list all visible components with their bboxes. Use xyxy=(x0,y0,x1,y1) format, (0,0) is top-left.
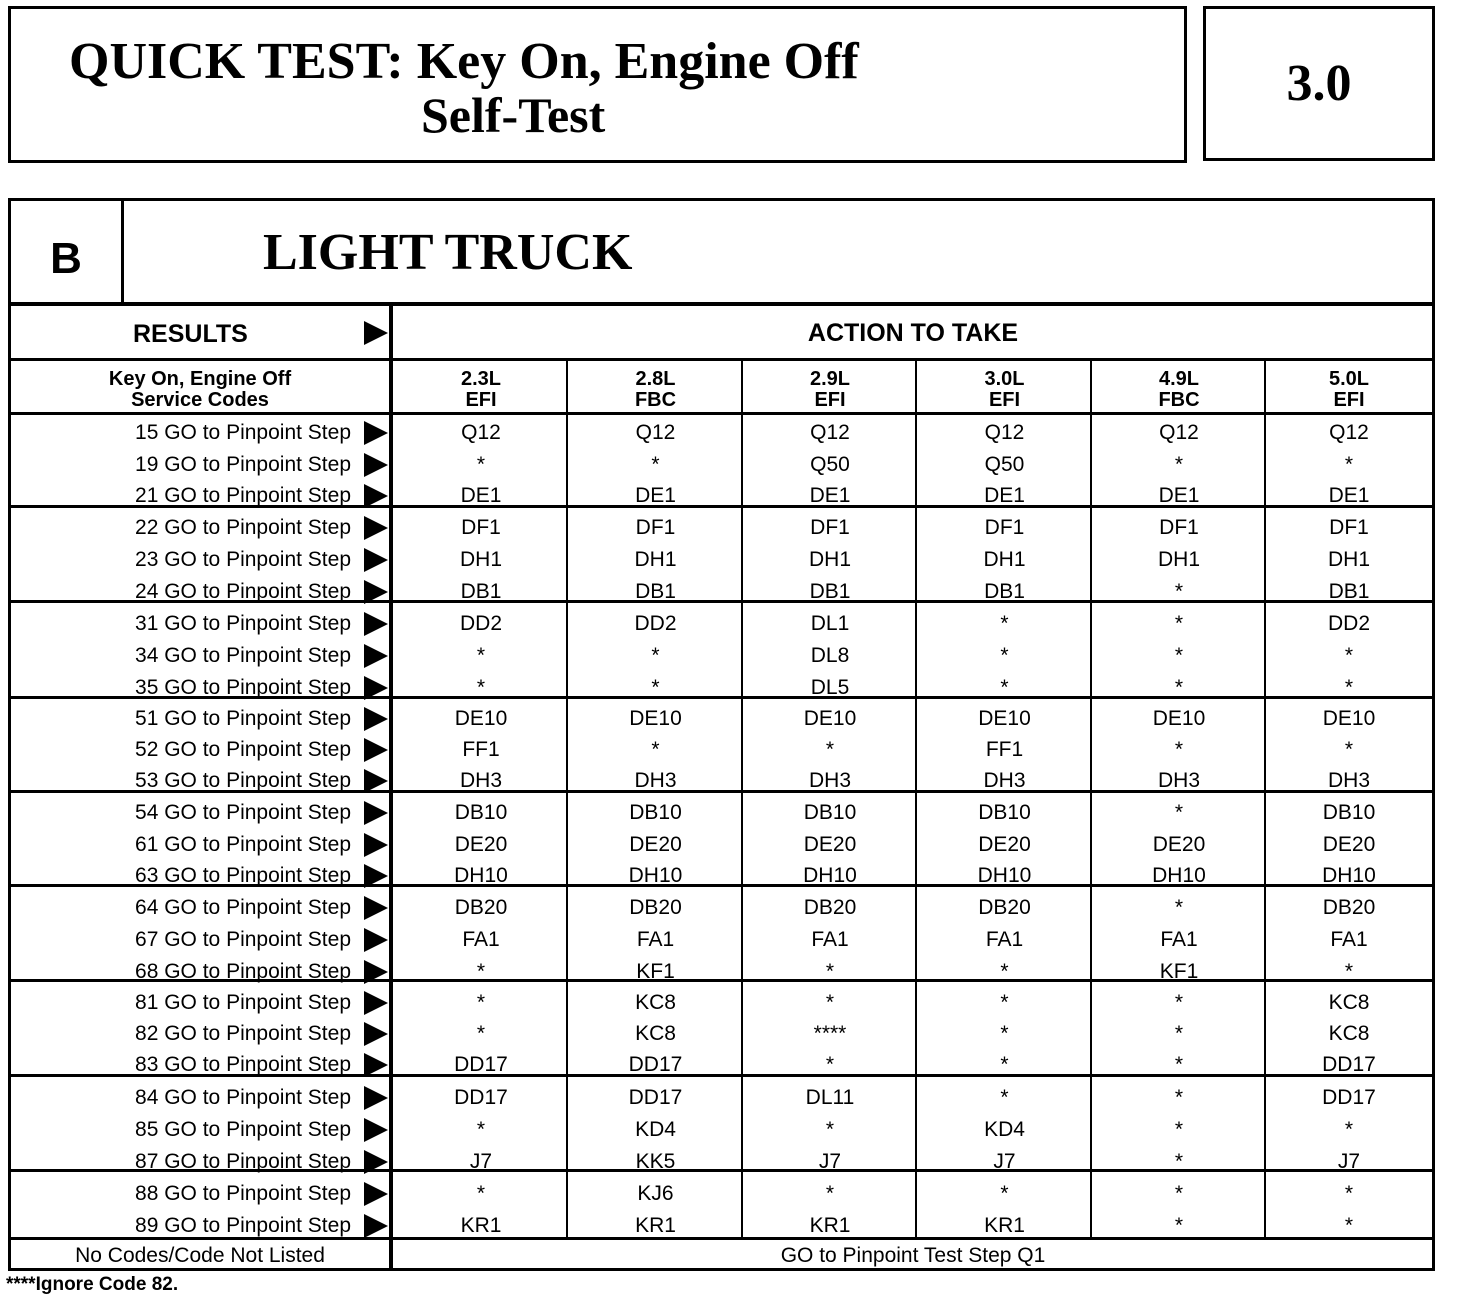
action-cell: Q12 xyxy=(1329,421,1369,444)
row-arrow-icon xyxy=(364,991,388,1015)
action-cell: DB1 xyxy=(635,580,676,603)
row-arrow-icon xyxy=(364,453,388,477)
service-codes-header xyxy=(11,365,389,415)
results-label: RESULTS xyxy=(133,320,248,348)
service-codes-header-line1: Key On, Engine Off xyxy=(108,368,292,390)
action-cell: * xyxy=(1174,1086,1184,1109)
action-cell: DD17 xyxy=(628,1053,683,1076)
action-cell: DF1 xyxy=(461,516,501,539)
action-cell: DH3 xyxy=(1157,769,1200,792)
page-title: QUICK TEST: Key On, Engine Off xyxy=(69,33,859,90)
action-cell: DF1 xyxy=(984,516,1025,539)
action-cell: * xyxy=(1344,453,1354,476)
action-cell: DL1 xyxy=(810,612,850,635)
row-arrow-icon xyxy=(364,896,388,920)
action-cell: DH10 xyxy=(1322,864,1376,887)
action-cell: * xyxy=(1000,1086,1009,1109)
row-arrow-icon xyxy=(364,676,388,700)
service-code-label: 85 GO to Pinpoint Step xyxy=(135,1118,351,1141)
action-cell: KR1 xyxy=(460,1214,502,1237)
engine-size: 2.9L xyxy=(809,368,851,390)
action-cell: FF1 xyxy=(462,738,500,761)
action-cell: DE20 xyxy=(629,833,682,856)
action-cell: Q12 xyxy=(635,421,676,444)
service-code-label: 23 GO to Pinpoint Step xyxy=(135,548,351,571)
service-code-label: 19 GO to Pinpoint Step xyxy=(135,453,351,476)
row-arrow-icon xyxy=(364,1182,388,1206)
action-cell: DF1 xyxy=(1329,516,1369,539)
service-code-label: 68 GO to Pinpoint Step xyxy=(135,960,351,983)
action-cell: * xyxy=(1174,612,1184,635)
engine-type: FBC xyxy=(1158,389,1200,411)
action-cell: FA1 xyxy=(1330,928,1368,951)
row-arrow-icon xyxy=(364,738,388,762)
action-cell: DB10 xyxy=(629,801,682,824)
action-cell: DH10 xyxy=(628,864,683,887)
action-cell: * xyxy=(1000,991,1009,1014)
engine-size: 2.3L xyxy=(460,368,502,390)
service-code-label: 64 GO to Pinpoint Step xyxy=(135,896,351,919)
row-arrow-icon xyxy=(364,769,388,793)
row-divider xyxy=(11,358,1432,361)
action-cell: FA1 xyxy=(636,928,675,951)
action-cell: KF1 xyxy=(1159,960,1199,983)
action-cell: Q12 xyxy=(1159,421,1199,444)
engine-type: EFI xyxy=(1333,389,1365,411)
action-cell: * xyxy=(651,676,660,699)
action-cell: * xyxy=(1174,453,1184,476)
engine-size: 2.8L xyxy=(635,368,676,390)
action-cell: DH10 xyxy=(454,864,508,887)
action-cell: Q12 xyxy=(984,421,1025,444)
row-arrow-icon xyxy=(364,644,388,668)
action-cell: * xyxy=(651,453,660,476)
action-cell: * xyxy=(1174,1150,1184,1173)
row-arrow-icon xyxy=(364,833,388,857)
action-cell: * xyxy=(476,644,486,667)
action-cell: DH1 xyxy=(808,548,851,571)
step-letter: B xyxy=(11,201,124,304)
service-codes-header-line2: Service Codes xyxy=(131,389,269,411)
action-cell: DH1 xyxy=(634,548,677,571)
row-arrow-icon xyxy=(364,1022,388,1046)
action-cell: * xyxy=(1000,612,1009,635)
action-cell: DE10 xyxy=(454,707,508,730)
action-cell: DL5 xyxy=(810,676,850,699)
engine-size: 5.0L xyxy=(1328,368,1370,390)
engine-header xyxy=(1092,365,1266,415)
service-code-label: 52 GO to Pinpoint Step xyxy=(135,738,351,761)
action-cell: J7 xyxy=(993,1150,1016,1173)
service-code-label: 21 GO to Pinpoint Step xyxy=(135,484,351,507)
action-cell: Q50 xyxy=(984,453,1025,476)
row-arrow-icon xyxy=(364,484,388,508)
row-arrow-icon xyxy=(364,1150,388,1174)
engine-size: 4.9L xyxy=(1158,368,1200,390)
engine-type: EFI xyxy=(988,389,1021,411)
action-cell: KR1 xyxy=(635,1214,676,1237)
action-cell: DD17 xyxy=(1322,1086,1376,1109)
action-cell: DE10 xyxy=(978,707,1031,730)
action-cell: DH10 xyxy=(1152,864,1206,887)
row-arrow-icon xyxy=(364,864,388,888)
action-cell: Q12 xyxy=(810,421,850,444)
action-cell: DE20 xyxy=(454,833,508,856)
action-cell: DB10 xyxy=(1322,801,1376,824)
action-cell: DD17 xyxy=(454,1053,508,1076)
row-arrow-icon xyxy=(364,421,388,445)
action-cell: DL11 xyxy=(805,1086,855,1109)
action-cell: DD17 xyxy=(628,1086,683,1109)
action-cell: DH1 xyxy=(1157,548,1200,571)
action-cell: DH1 xyxy=(983,548,1026,571)
action-cell: DB1 xyxy=(809,580,851,603)
action-cell: * xyxy=(1174,676,1184,699)
page-subtitle: Self-Test xyxy=(421,87,606,143)
service-code-label: 83 GO to Pinpoint Step xyxy=(135,1053,351,1076)
action-cell: DE1 xyxy=(984,484,1025,507)
action-cell: DE10 xyxy=(1152,707,1206,730)
action-cell: FA1 xyxy=(1160,928,1198,951)
action-cell: KC8 xyxy=(635,1022,676,1045)
action-cell: * xyxy=(825,738,835,761)
service-code-label: 53 GO to Pinpoint Step xyxy=(135,769,351,792)
action-cell: Q50 xyxy=(810,453,850,476)
row-arrow-icon xyxy=(364,801,388,825)
action-cell: KD4 xyxy=(635,1118,676,1141)
row-arrow-icon xyxy=(364,1214,388,1238)
service-code-label: 22 GO to Pinpoint Step xyxy=(135,516,351,539)
action-cell: * xyxy=(1344,1214,1354,1237)
row-arrow-icon xyxy=(364,1086,388,1110)
title-box xyxy=(8,6,1187,163)
row-arrow-icon xyxy=(364,548,388,572)
engine-type: EFI xyxy=(814,389,846,411)
engine-header xyxy=(394,365,568,415)
action-cell: KC8 xyxy=(1328,991,1370,1014)
action-cell: KD4 xyxy=(984,1118,1025,1141)
action-cell: DH3 xyxy=(459,769,502,792)
row-arrow-icon xyxy=(364,928,388,952)
service-code-label: 61 GO to Pinpoint Step xyxy=(135,833,351,856)
action-cell: * xyxy=(825,991,835,1014)
action-cell: * xyxy=(1174,738,1184,761)
action-cell: DE10 xyxy=(803,707,857,730)
action-cell: Q12 xyxy=(461,421,501,444)
action-cell: DB1 xyxy=(1328,580,1370,603)
action-cell: * xyxy=(476,1022,486,1045)
no-codes-label: No Codes/Code Not Listed xyxy=(75,1244,325,1267)
engine-size: 3.0L xyxy=(984,368,1025,390)
row-divider xyxy=(11,302,1432,306)
action-cell: DE20 xyxy=(1322,833,1376,856)
action-cell: * xyxy=(1344,1118,1354,1141)
row-arrow-icon xyxy=(364,960,388,984)
action-cell: KJ6 xyxy=(637,1182,674,1205)
action-cell: * xyxy=(1000,1022,1009,1045)
action-cell: * xyxy=(476,1118,486,1141)
action-cell: DB20 xyxy=(1322,896,1376,919)
service-code-label: 84 GO to Pinpoint Step xyxy=(135,1086,351,1109)
row-arrow-icon xyxy=(364,516,388,540)
service-code-label: 15 GO to Pinpoint Step xyxy=(135,421,351,444)
action-to-take-header: ACTION TO TAKE xyxy=(807,319,1019,347)
action-cell: KC8 xyxy=(635,991,676,1014)
action-cell: DD2 xyxy=(459,612,502,635)
action-cell: * xyxy=(476,960,486,983)
action-cell: DE1 xyxy=(1158,484,1200,507)
action-cell: FA1 xyxy=(462,928,500,951)
action-cell: J7 xyxy=(818,1150,842,1173)
service-code-label: 63 GO to Pinpoint Step xyxy=(135,864,351,887)
action-cell: * xyxy=(1174,644,1184,667)
action-cell: DB1 xyxy=(460,580,502,603)
action-cell: * xyxy=(1344,1182,1354,1205)
action-cell: * xyxy=(1174,1118,1184,1141)
action-cell: **** xyxy=(813,1022,847,1045)
action-cell: KC8 xyxy=(1328,1022,1370,1045)
action-cell: DH10 xyxy=(803,864,857,887)
action-cell: * xyxy=(825,1118,835,1141)
action-cell: DH3 xyxy=(983,769,1026,792)
column-divider xyxy=(389,305,393,1271)
service-code-label: 89 GO to Pinpoint Step xyxy=(135,1214,351,1237)
action-cell: DE1 xyxy=(460,484,502,507)
action-cell: DB20 xyxy=(803,896,857,919)
engine-header xyxy=(917,365,1092,415)
engine-header xyxy=(568,365,743,415)
service-code-label: 31 GO to Pinpoint Step xyxy=(135,612,351,635)
no-codes-action: GO to Pinpoint Test Step Q1 xyxy=(780,1244,1046,1267)
row-arrow-icon xyxy=(364,1118,388,1142)
action-cell: J7 xyxy=(469,1150,493,1173)
action-cell: J7 xyxy=(1337,1150,1361,1173)
action-cell: DE1 xyxy=(1328,484,1370,507)
action-cell: DD2 xyxy=(634,612,677,635)
action-cell: * xyxy=(476,991,486,1014)
section-number: 3.0 xyxy=(1203,6,1435,161)
action-cell: * xyxy=(825,960,835,983)
service-code-label: 54 GO to Pinpoint Step xyxy=(135,801,351,824)
action-cell: DB10 xyxy=(454,801,508,824)
action-cell: DE20 xyxy=(803,833,857,856)
action-cell: DE20 xyxy=(1152,833,1206,856)
action-cell: * xyxy=(1174,1214,1184,1237)
action-cell: DE20 xyxy=(978,833,1031,856)
action-cell: DH1 xyxy=(459,548,502,571)
action-cell: * xyxy=(1344,960,1354,983)
service-code-label: 82 GO to Pinpoint Step xyxy=(135,1022,351,1045)
row-arrow-icon xyxy=(364,707,388,731)
row-arrow-icon xyxy=(364,612,388,636)
action-cell: DH3 xyxy=(634,769,677,792)
action-cell: KR1 xyxy=(809,1214,851,1237)
action-cell: KF1 xyxy=(636,960,675,983)
action-cell: * xyxy=(825,1053,835,1076)
action-cell: * xyxy=(1000,644,1009,667)
action-cell: DE10 xyxy=(629,707,682,730)
service-code-label: 34 GO to Pinpoint Step xyxy=(135,644,351,667)
action-cell: * xyxy=(1344,644,1354,667)
action-cell: DH3 xyxy=(808,769,851,792)
action-cell: FA1 xyxy=(811,928,849,951)
action-cell: * xyxy=(1174,1022,1184,1045)
action-cell: DD2 xyxy=(1327,612,1370,635)
results-arrow-icon xyxy=(364,321,388,345)
action-cell: DD17 xyxy=(1322,1053,1376,1076)
action-cell: DB1 xyxy=(984,580,1025,603)
action-cell: * xyxy=(1000,1182,1009,1205)
action-cell: DB20 xyxy=(978,896,1031,919)
service-code-label: 81 GO to Pinpoint Step xyxy=(135,991,351,1014)
action-cell: * xyxy=(825,1182,835,1205)
action-cell: KR1 xyxy=(984,1214,1025,1237)
action-cell: FA1 xyxy=(985,928,1024,951)
action-cell: DB20 xyxy=(454,896,508,919)
service-code-table xyxy=(8,198,1435,1271)
action-cell: * xyxy=(1344,738,1354,761)
action-cell: * xyxy=(1174,580,1184,603)
action-cell: DH1 xyxy=(1327,548,1370,571)
engine-type: EFI xyxy=(465,389,497,411)
engine-header xyxy=(1266,365,1432,415)
service-code-label: 87 GO to Pinpoint Step xyxy=(135,1150,351,1173)
service-code-label: 51 GO to Pinpoint Step xyxy=(135,707,351,730)
action-cell: DH3 xyxy=(1327,769,1370,792)
action-cell: * xyxy=(1174,1053,1184,1076)
service-code-label: 24 GO to Pinpoint Step xyxy=(135,580,351,603)
action-cell: DL8 xyxy=(810,644,850,667)
action-cell: DE1 xyxy=(635,484,676,507)
action-cell: FF1 xyxy=(985,738,1024,761)
row-arrow-icon xyxy=(364,1053,388,1077)
action-cell: DE1 xyxy=(809,484,851,507)
results-header xyxy=(11,307,389,359)
action-cell: DB10 xyxy=(978,801,1031,824)
action-cell: DB20 xyxy=(629,896,682,919)
engine-header xyxy=(743,365,917,415)
action-cell: * xyxy=(476,1182,486,1205)
action-cell: * xyxy=(1174,991,1184,1014)
action-cell: * xyxy=(1000,960,1009,983)
action-cell: * xyxy=(1174,896,1184,919)
action-cell: DF1 xyxy=(810,516,850,539)
row-divider xyxy=(11,412,1432,415)
action-cell: * xyxy=(476,453,486,476)
action-cell: DF1 xyxy=(1159,516,1199,539)
table-title: LIGHT TRUCK xyxy=(263,224,633,281)
service-code-label: 35 GO to Pinpoint Step xyxy=(135,676,351,699)
action-cell: * xyxy=(651,644,660,667)
action-cell: * xyxy=(1344,676,1354,699)
action-cell: * xyxy=(1174,1182,1184,1205)
service-code-label: 88 GO to Pinpoint Step xyxy=(135,1182,351,1205)
action-cell: * xyxy=(1174,801,1184,824)
action-cell: DB10 xyxy=(803,801,857,824)
footnote: ****Ignore Code 82. xyxy=(6,1274,179,1295)
action-cell: DH10 xyxy=(977,864,1032,887)
service-code-label: 67 GO to Pinpoint Step xyxy=(135,928,351,951)
row-arrow-icon xyxy=(364,580,388,604)
engine-type: FBC xyxy=(634,389,677,411)
action-cell: * xyxy=(1000,1053,1009,1076)
action-cell: DF1 xyxy=(635,516,676,539)
action-cell: * xyxy=(1000,676,1009,699)
action-cell: * xyxy=(651,738,660,761)
action-cell: KK5 xyxy=(635,1150,676,1173)
action-cell: DD17 xyxy=(454,1086,508,1109)
action-cell: * xyxy=(476,676,486,699)
action-cell: DE10 xyxy=(1322,707,1376,730)
